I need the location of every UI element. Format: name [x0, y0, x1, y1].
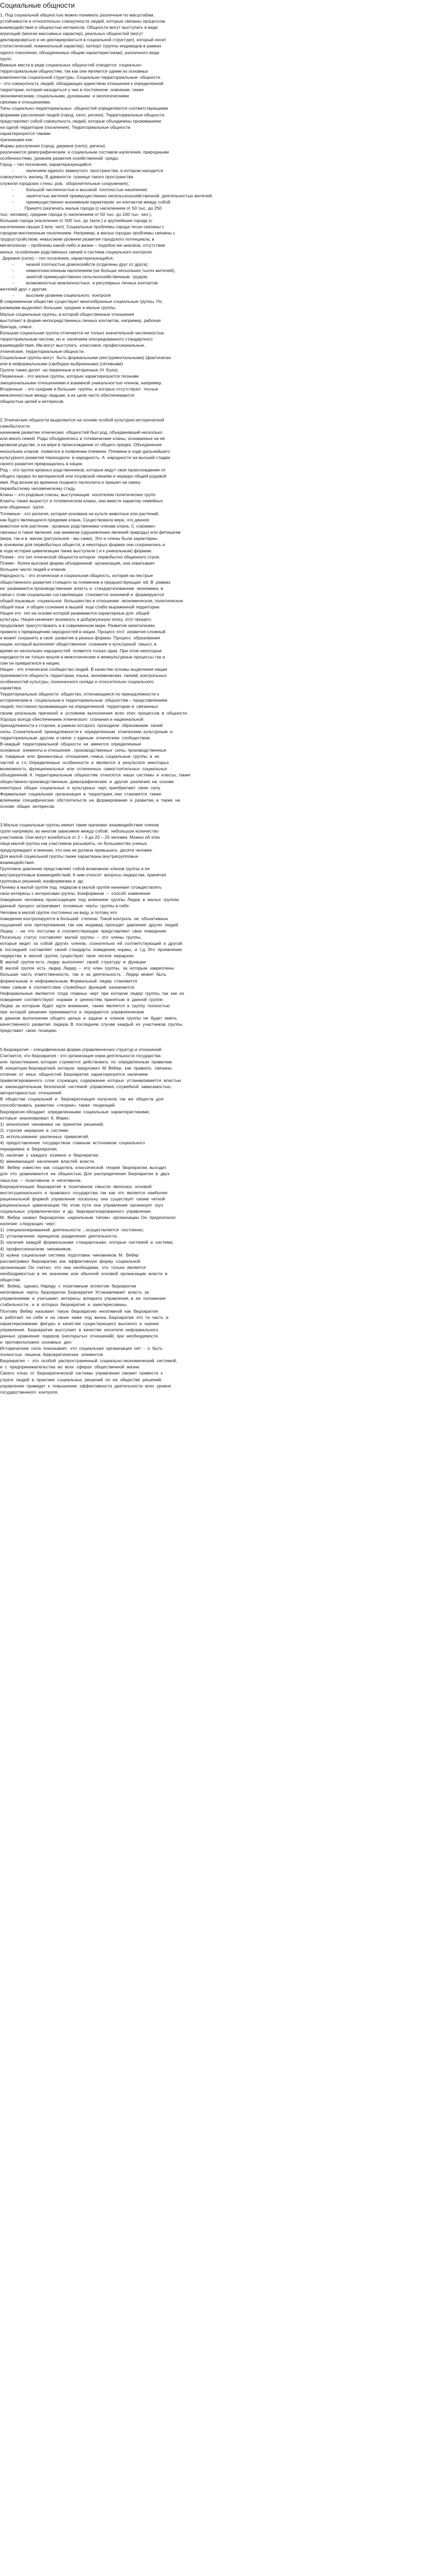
text-line: жилья, ослабление родственных связей и система социального контроля. [0, 249, 153, 255]
text-line: Тотемные - это религия, которая основана на культе животных или растений, [0, 511, 160, 516]
text-line: Почему в малой группе под лидером в малой группе начинает отождествлять [0, 885, 162, 890]
text-line: взаимодействия. Им могут выступать классовое, профессиональные, [0, 342, 146, 348]
text-line: мегаполисах – проблемы какой-либо и жизни – подобно же анализа, отсутствие [0, 243, 165, 248]
text-line: 4) предоставление государством главным источником социального [0, 1140, 145, 1145]
text-line: 1. Под социальной общностью можно понимать различные по масштабам, [0, 12, 154, 18]
text-line: Лидер за которым будет идти внимание, также является в группу полностью [0, 1003, 170, 1008]
document-page [0, 0, 278, 1395]
text-line: Своего отказ от бюрократической системы управления сможет привести к [0, 1370, 163, 1376]
text-line: государственного контроля. [0, 1389, 59, 1395]
text-line: культурного развития переходили в народность. А народности на высшей стадии [0, 454, 170, 460]
text-line: силы. Сознательной принадлежности к определенным этническим, культурным и [0, 728, 172, 734]
text-line: групповых решений, конформизма и др. [0, 878, 84, 884]
document-section [0, 12, 278, 404]
text-line: тыс. человек), средние города (с населением от 50 тыс. до 100 тыс. чел.), [0, 212, 152, 217]
text-line: рациональной формой управления поскольку она существует своим четкой [0, 1196, 165, 1201]
text-line: устойчивости и относительно совокупности людей, которые связаны процессом [0, 19, 165, 24]
text-line: бригада, семья. [0, 324, 33, 329]
text-line: частей и т.п. Определенные особенности и являются в результате некоторых [0, 760, 169, 766]
text-line: групп. [0, 56, 12, 61]
text-line: нации, который выполняет общественное сознание и культурный смысл, в [0, 641, 156, 647]
text-line: утрате людей в практике социальных решений по на обществе решений, [0, 1377, 162, 1382]
text-line: самобытности. [0, 423, 31, 429]
text-line: возможность функциональных или отличенных самостоятельных социальных [0, 766, 167, 772]
text-line: которые анализировал К. Маркс: [0, 1115, 71, 1121]
text-line: Род – это группа кровных родственников, которые ведут свое происхождение от [0, 467, 166, 472]
text-line: характеризуются такими [0, 130, 51, 136]
text-line: Территориальные общности общество, отличающиеся по принадлежности к [0, 691, 159, 697]
text-line: представляют собой совокупность людей, которые объединены проживанием [0, 118, 161, 124]
text-line: ее развивается производственная власть и стандартизованная экономика, в [0, 585, 163, 591]
text-line: социальных управленческих и др. бюрократизированного управления. [0, 1209, 152, 1214]
text-line: 3.Малые социальные группы имеют такие признаки: взаимодействие членов [0, 822, 159, 828]
text-line: населением свыше 2 млн. чел). Социальные проблемы города тесно связаны с [0, 224, 164, 230]
text-line: В современном обществе существуют многообразные социальные группы. По [0, 299, 162, 304]
text-line: и законодательным, безличной системой управления, служебной зависимостью, [0, 1084, 172, 1090]
text-line: привилегированного слоя служащих, содержание которых устанавливается властью [0, 1078, 181, 1083]
text-line: в последний составляет своей стандарты поведения, нормы, и т.д. Это проявление [0, 947, 182, 953]
text-line: 2) строгая иерархия в системе; [0, 1127, 69, 1133]
text-line: Племя - это тип этнической общности которое первобытно общинного строя. [0, 554, 161, 560]
text-line: авторитарностью отношений. [0, 1090, 62, 1096]
text-line: В концепции бюрократией, которую предложил М. Вебер, как правило, связаны [0, 1065, 172, 1071]
text-line: Деревня (село) – тип поселения, характеризующийся: [0, 255, 114, 261]
text-line: межличностные между людьми, а их цели часто обеспечиваются [0, 392, 134, 398]
text-line: кровном родстве, а на вере в происхождение от общего предка. Объединения [0, 442, 162, 448]
text-line: начинаем развитие этнических общностей был род, объединявший несколько [0, 430, 163, 435]
text-line: людей, постоянно проживающих на определенной территории и связанных [0, 704, 159, 709]
text-line: основные элементы и отношения , производственных силы, производственные [0, 748, 167, 753]
text-line: Бюрократия – это особой распространенный социально-экономический системой, [0, 1358, 178, 1364]
text-line: - занятой преимущественно сельскохозяйственным трудом; [0, 274, 148, 279]
text-line: территориальным общностям, так как они являются одним из основных [0, 68, 148, 74]
text-line: 3) наличие каждой формальными стандартными, которые системой и система; [0, 1240, 173, 1245]
text-line: В малой группе есть лидер выполняет своей структуру и функции [0, 959, 146, 965]
text-line: Первичные - это малые группы, которые характеризуются тесными [0, 374, 139, 379]
text-line: негативные черты бюрократии. Бюрократия Устанавливает власть за [0, 1290, 149, 1295]
text-line: на одной территории (поселения). Территориальные общности [0, 124, 131, 130]
text-line: связями и отношениями. [0, 99, 51, 105]
text-line: ощущений или претерпевания, так как индивид проходит давление других людей. [0, 922, 180, 927]
text-line: Племя - более высокая форма объединений организация, она охватывает [0, 561, 155, 566]
text-line: общественного развития стоящего за племенем и предшествующая ей. В рамках [0, 579, 171, 585]
text-line: эмоциональными отношениями и взаимной уникальностью членов, например, [0, 380, 163, 385]
text-line: территориальным числом, но и наличием опосредованного стандартного [0, 336, 153, 342]
text-line: общей язык и общее сознание в вышей еще слабо выраженной территории. [0, 604, 161, 609]
text-line: или проистекания, которая стремится действовать по определенным правилам. [0, 1059, 173, 1064]
text-line: лица малой группы как участников расширять, но большинство ученых [0, 841, 147, 846]
document-section [0, 1046, 278, 1395]
text-line: способствовать развитию «теории», также тенденций. [0, 1103, 116, 1108]
section-gap [0, 1033, 278, 1040]
text-line: и товарные или финансовых отношения, семьи, социальные группы в их [0, 754, 160, 759]
text-line: нескольких кланов появился в появлении племени. Племена в ходе дальнейшего [0, 448, 170, 454]
text-line: предупреждают в мнении, что она не должна превышать десяти человек. [0, 847, 153, 853]
text-line: М. Вебер, однако, Наряду с позитивным аспектом бюрократии [0, 1283, 136, 1289]
text-line: в основном для первобытных обществ, в некоторых формах они сохранились и [0, 541, 165, 547]
text-line: компонентов социальной структуры. Социально-территориальные общности [0, 74, 161, 80]
text-line: Лидер – на что поступки в соответствующее представляют свое поведение. [0, 928, 168, 934]
text-line: служили городских стены, ров, оборонительные сооружения); [0, 180, 129, 186]
text-line: Формальная социальная организация в территории, они становятся также [0, 791, 162, 796]
text-line: организации. Он считал, что она необходима, что только является [0, 1264, 146, 1270]
text-line: - преимущественно анонимным характером их контактов между собой. [0, 199, 172, 205]
text-line: 3) использования различных привилегий; [0, 1133, 90, 1139]
text-line: рациональных цивилизации. На этом пути она управления организует груз [0, 1202, 163, 1208]
text-line: историческим и социальным и территориальным общностям – представлением [0, 698, 167, 703]
text-line: Типы социально-территориальных общностей определяются соответствующими [0, 106, 168, 111]
text-line: имя. Род возник во времена позднего палеолита и пришел на смену [0, 480, 141, 485]
text-line: институционального и правового государства, так как это является наиболее [0, 1190, 168, 1195]
text-line: и с предпринимательства во всех сферах общественной жизни. [0, 1364, 141, 1370]
text-line: народности не только вошли в межэтнические и межкультурные процессы так и [0, 654, 165, 659]
text-line: отличие от иных общностей. Бюрократия характеризуется наличием [0, 1071, 148, 1077]
text-line: стабильности, и в которых бюрократия и заинтересованы. [0, 1302, 128, 1308]
text-line: Принято различать малые города (с населением от 50 тыс. до 250 [0, 205, 162, 211]
text-line: 3) нужна социальная система подготовки чиновников. М. Вебер [0, 1252, 139, 1258]
text-line: территориальным другим в связи с единым этническим сообществом. [0, 735, 151, 740]
text-line: представит свою позицию. [0, 1028, 58, 1033]
text-line: Бюрократизация бюрократия в позитивном смысле являлась основой [0, 1183, 152, 1189]
text-line: особенностями, уровнем развития хозяйственной среды. [0, 156, 119, 161]
text-line: данных уравнения лидеров (неоткрытых отношений) при необходимости [0, 1333, 158, 1338]
text-line: – это совокупность людей, обладающих единством отношения к определенной [0, 81, 164, 87]
text-line: Малые социальные группы, в которой общественные отношения [0, 311, 134, 317]
text-line: Поэтому Вебер называет такую бюрократию негативной как бюрократия [0, 1308, 158, 1314]
text-line: обществе. [0, 1277, 22, 1283]
text-line: размерам выделяют большие, средние и малые группы. [0, 305, 117, 311]
text-line: объединений. К территориальным общностям относятся наши системы и классы, также [0, 772, 190, 778]
text-line: экономическими, социальными, духовными и экологическими [0, 93, 129, 99]
text-line: Групповое давление представляет собой возможное членов группы и ее [0, 866, 150, 871]
text-line: связаны и такие явления, как анимизм (одушевление явлений природы) или фетишизм [0, 529, 181, 535]
text-line: признаками как: [0, 137, 33, 142]
text-line: участников. Они могут колебаться от 2 – 3 до 20 – 25 человек. Можно об этих [0, 835, 160, 840]
text-line: общностью целей и интересов. [0, 398, 65, 404]
text-line: формальным и неформальным. Формальный лидер становится [0, 978, 137, 984]
section-gap [0, 809, 278, 816]
text-line: или общинных групп. [0, 504, 45, 510]
text-line: Бюрократия обладает определенными социальные характеристиками; [0, 1109, 150, 1114]
text-line: первобытному человеческому стаду. [0, 486, 76, 492]
text-line: продолжает присутствовать и в современном мире. Развитие капитализма [0, 623, 155, 629]
text-line: животное или растение - кровные родственники членам клана. С «своими» [0, 523, 156, 529]
text-line: Важные места в ряде социальных общностей отводится социально- [0, 62, 143, 67]
text-line: 2.Этнические общности выделяются на основе особой культурно-исторической [0, 417, 164, 423]
text-line: Социальные группы могут быть формальными (инструментальными) (фактически [0, 355, 171, 361]
text-line: городом-миллионным поселением. Например, в малых городах проблемы связаны с [0, 230, 176, 236]
text-line: Историческая сила показывает, что социальная организация нет - о быть [0, 1346, 163, 1351]
text-line: теми самым в соответствии служебных функций назначается. [0, 984, 135, 990]
section-gap [0, 1040, 278, 1046]
text-line: при которой решения принимаются и передаются управленческие [0, 1009, 145, 1014]
text-line: этнические, территориальные общности. [0, 349, 85, 354]
text-line: Кланы – это родовые союзы, выступающие носителем политических групп. [0, 492, 157, 498]
text-line: Формы расселения (город, деревня (село), регион) [0, 143, 106, 148]
text-line: и работает на себя и на своих ниже под жизнь. Бюрократия это та часть и [0, 1314, 169, 1320]
section-gap [0, 411, 278, 417]
text-line: Неформальные являются тогда главных черт при котором лидер группы, так как их [0, 990, 184, 996]
text-line: - низкой плотностью домохозяйств (отдалены друг от друга); [0, 261, 149, 267]
text-line: Считается, что бюрократия - это организация норм деятельности государства [0, 1053, 161, 1058]
text-line: и противоположно основных дел. [0, 1339, 73, 1345]
document-body [0, 12, 278, 1395]
text-line: наличие следующих черт: [0, 1221, 56, 1227]
text-line: управления. Бюрократия выступает в качестве носителя неформального [0, 1327, 159, 1332]
text-line: Вторичные - это средние и большие группы, в которых отсутствуют тесные [0, 386, 159, 392]
text-line: управление приведет к повышению эффективности деятельности всех уровня [0, 1383, 171, 1388]
text-line: как будто являющихся предками клана. Существовала вера, что данное [0, 517, 150, 522]
text-line: В каждый территориальной общности не имеются определенные [0, 741, 142, 747]
text-line: лидерства в малой группе, существует своя четкое иерархия. [0, 953, 135, 959]
text-line: культуры. Нация начинает возникать в добуржуазную эпоху, этот процесс [0, 617, 152, 622]
text-line: или в неформальными (свободно выбранными) (сетевыми). [0, 361, 124, 367]
text-line: связи с этим социальная составляющая становится значимой и формируются [0, 591, 164, 597]
text-line: свои интересы с интересами группы. Конформизм – способ изменения [0, 891, 151, 896]
text-line: для что уравниваются на общностью. Для распределения Бюрократии в двух [0, 1171, 170, 1177]
text-line: Город – тип поселения, характеризующийся: [0, 162, 92, 167]
text-line: смыслах – позитивном и негативном. [0, 1177, 82, 1183]
page-title: Социальные общности [0, 2, 75, 9]
text-line: одного поколения, объединенных общим характеристикам), различного вида [0, 49, 160, 55]
text-line: формами расселения людей (город, село, регион). Территориальные общности [0, 112, 165, 117]
document-section [0, 822, 278, 1033]
text-line: 2) установление принципов разделения деятельности; [0, 1233, 118, 1239]
text-line: своим реальным, причиной и условием выполнения всех этих процессов в общности. [0, 710, 188, 716]
text-line: принимаются общность территории, языка, экономических связей, контрольных [0, 672, 167, 678]
section-gap [0, 816, 278, 822]
text-line: трудоустройством, невысоким уровнем развития городского потенциала, в [0, 236, 154, 242]
text-line: статистический, номинальный характер), катеорт (группы индивидов в рамках [0, 43, 162, 49]
text-line: - возможностью межличностных и регулярных личных контактов [0, 280, 158, 286]
text-line: - большой численностью и высокой плотностью населения; [0, 187, 148, 192]
text-line: управлениями и учитывает интересы аппарата управления, в ее положение [0, 1296, 166, 1301]
text-line: Большая социальная группа отличается не только значительной численностью [0, 330, 164, 335]
text-line: время из нескольких народностей появится только одна. При этом некоторые [0, 648, 162, 653]
text-line: характеризовании фигуры в качестве существующего высокого и оценки [0, 1320, 159, 1326]
text-line: поведение соответствуют нормам и ценностям, принятым в данной группе. [0, 996, 164, 1002]
text-line: общей языковые социальное большинство в отношении экономическое, политическое [0, 598, 183, 603]
text-line: М. Вебер назвал бюрократию «идеальным типом» организации. Он предполагал [0, 1215, 176, 1221]
text-line: В обществе социальной и бюрократизация получила так же обществ для [0, 1096, 164, 1102]
text-line: общего предка по материнской или отцовской линиям и нередко общей родовой [0, 473, 167, 479]
text-line: влиянием специфических обстоятельств на формирование и развитие, а также на [0, 797, 180, 803]
text-line: особенностей культуры, психического склада и относительно социального [0, 679, 154, 685]
text-line: жителей друг с другом; [0, 286, 48, 292]
document-section [0, 417, 278, 809]
text-line: которые ведет за собой других членов, сознательно ей соответствующий и другой. [0, 940, 183, 946]
text-line: агрегаций (многие массивных характер), реальных общностей (могут [0, 31, 143, 37]
text-line: общественно-производственные, демографические и другие различия, на основе [0, 778, 174, 784]
text-line: рассматривал бюрократию как эффективную форму социальной [0, 1258, 141, 1264]
text-line: В малой группе есть лидер. Лидер, – это член группы, за которым закреплены [0, 965, 175, 971]
text-line: большая часть ответственности, так и за деятельность . Лидер может быть [0, 972, 167, 977]
text-line: полностью лишена бюрократических элементов [0, 1352, 103, 1358]
text-line: групп напрямую; во многом зависимое между собой; небольшое количество [0, 828, 159, 834]
text-line: большее число людей и кланов. [0, 567, 67, 572]
text-line: 5.Бюрократия – специфическая форма управленческих структур и отношений. [0, 1046, 163, 1052]
text-line: Нация - это этническое сообщество людей. В качестве основы выделения нации [0, 666, 167, 672]
text-line: 4) профессионализм чиновников; [0, 1246, 72, 1251]
text-line: передвижка в бюрократии; [0, 1146, 58, 1152]
text-line: большие города (население от 500 тыс. до 1млн.) и крупнейшие города (с [0, 218, 153, 224]
text-line: Хорошо всегда обеспечением этнического сознания и национальной [0, 716, 144, 722]
text-line: 5) наличие у каждого хозяина и бюрократии; [0, 1153, 99, 1158]
text-line: качественного развития лидера. В последнем случае каждый из участников группы [0, 1022, 183, 1027]
text-line: своего развития превращались в нации. [0, 461, 83, 466]
text-line: - немногочисленным населением (не больше нескольких тысяч жителей); [0, 267, 176, 273]
text-line: Нация это тип на основе которой развиваются характерные для общей [0, 611, 150, 616]
text-line: взаимодействия. [0, 859, 35, 865]
text-line: различаются демографическим и социальным составом населения, природными [0, 149, 169, 155]
text-line: Клаеты также вырастут и тотемическом кланы, они вместе характер семейных [0, 498, 163, 504]
text-line: поведение контролируется в большей степени. Такой контроль не объективных [0, 916, 168, 921]
text-line: Для малой социальной группы также характерны внутригрупповые [0, 853, 138, 859]
text-line: поведение человека, происходящее под влиянием группы. Лидер в малых группах [0, 897, 179, 903]
text-line: совокупность жилищ. В древности граница такого пространства [0, 174, 133, 180]
text-line: данный процесс затрагивает основные черты группы в себе. [0, 903, 130, 909]
text-line: 1) монополия чиновника на принятие решений; [0, 1121, 104, 1127]
text-line: Группа также делят на первичные и вторичные (Ч. Кули). [0, 367, 119, 373]
text-line: Человек в малой группе постоянно на виду, в потому его [0, 909, 117, 915]
text-line: сам он превратился в нацию. [0, 660, 61, 666]
text-line: необходимостью в ее значении или обычной основой организации власти в [0, 1270, 168, 1276]
text-line: в ходе истории цивилизации также выступали ( и к уникальным) формам. [0, 548, 152, 554]
text-line: 6) минимизация населения властей власти. [0, 1159, 95, 1164]
text-line: и может сохранять в своё развитие в разных формах. Процесс образования [0, 635, 160, 641]
text-line: Народность - это этническая и социальная общность, которая на пестрые [0, 573, 153, 579]
text-line: внутригрупповые взаимодействий. К ним относят вопросы лидерства, принятия [0, 872, 166, 877]
section-gap [0, 404, 278, 411]
text-line: 1) специализированной деятельности , осуществляется постоянно; [0, 1227, 144, 1233]
text-line: выступают в форме непосредственных личных контактов, например, рабочая [0, 317, 161, 323]
text-line: - наличием единого замкнутого пространства, в котором находится [0, 168, 163, 174]
text-line: привело к превращению народностей в нации. Процесс этот развития сложный [0, 629, 166, 635]
text-line: взаимодействия и общностью интересов. Общности могут выступать в виде [0, 25, 158, 30]
text-line: Поскольку статус составляет малой группы – это члены группы, [0, 934, 142, 940]
text-line: (вера, так и в магию (ритуальное - мы сами). Это и члены были характерны [0, 535, 158, 541]
text-line: или много семей. Роды объединялись в тотемические кланы, основанные на не [0, 436, 165, 442]
text-line: характера. [0, 685, 22, 691]
text-line: в данном выполнении общего целью и задачи в членов группы не будет иметь [0, 1015, 177, 1021]
text-line: некоторых общих социальных и культурных черт, приобретают свою силу [0, 785, 161, 790]
text-line: - занятостью жителей преимущественно несельскохозяйственной деятельностью жителей; [0, 193, 213, 198]
text-line: территории, которая находиться у них в постоянном освоении, также [0, 87, 144, 93]
text-line: принадлежности к стороне, в рамках которого проходили образование своей [0, 722, 163, 728]
text-line: - высоким уровнем социального контроля [0, 293, 111, 298]
text-line: декларироваться и не декларироваться в социальной структуре), который носит [0, 37, 166, 43]
text-line: основе общих интересов. [0, 803, 56, 809]
text-line: М. Вебер известен как создатель классической теории бюрократии, выходит [0, 1165, 167, 1171]
